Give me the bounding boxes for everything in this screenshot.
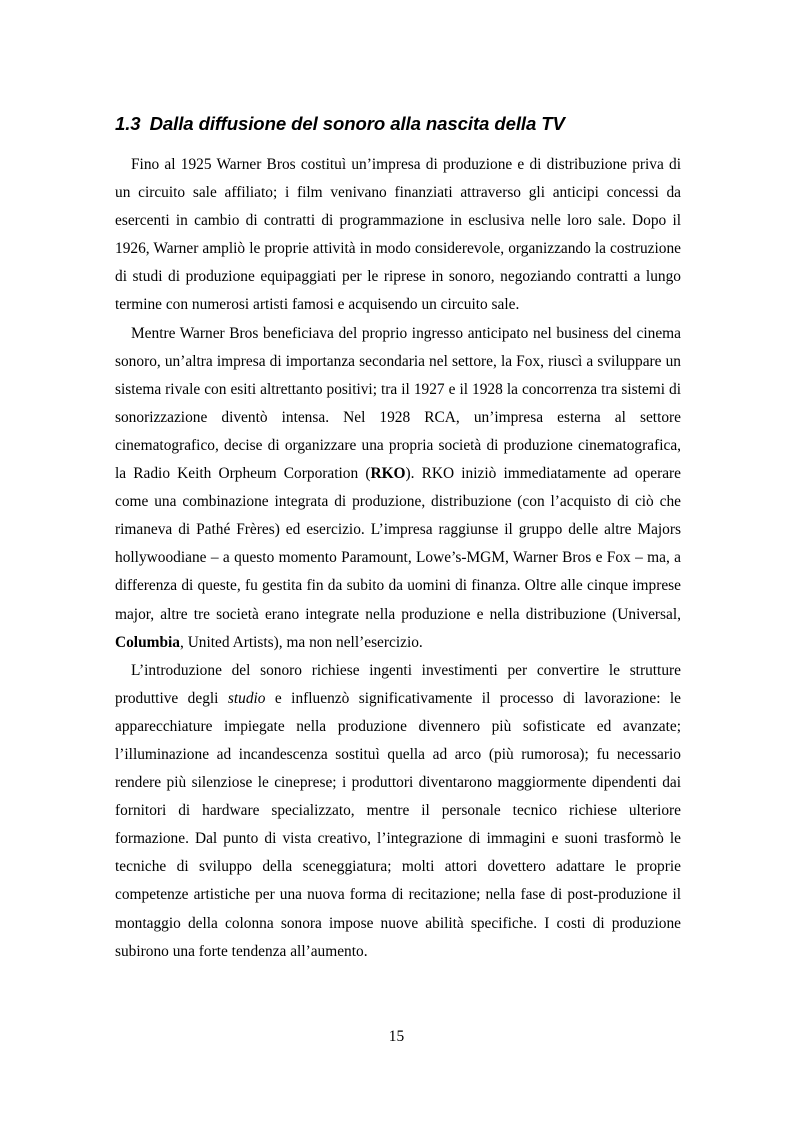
paragraph-3-part-b: e influenzò significativamente il processo di lavorazione: le apparecchiature impiegate nella produzione divennero più sofisticate ed avanzate; l’illuminazione ad incandescenza sostituì quella ad arco (più rumorosa); fu necessario rendere più silenziose le cineprese; i produttori diventarono maggiormente dipendenti dai fornitori di hardware specializzato, mentre il personale tecnico richiese ulteriore formazione. Dal punto di vista creativo, l’integrazione di immagini e suoni trasformò le tecniche di sviluppo della sceneggiatura; molti attori dovettero adattare le proprie competenze artistiche per una nuova forma di recitazione; nella fase di post-produzione il montaggio della colonna sonora impose nuove abilità specifiche. I costi di produzione subirono una forte tendenza all’aumento. [115, 689, 681, 960]
paragraph-1: Fino al 1925 Warner Bros costituì un’impresa di produzione e di distribuzione priva di un circuito sale affiliato; i film venivano finanziati attraverso gli anticipi concessi da esercenti in cambio di contratti di programmazione in esclusiva nelle loro sale. Dopo il 1926, Warner ampliò le proprie attività in modo considerevole, organizzando la costruzione di studi di produzione equipaggiati per le riprese in sonoro, negoziando contratti a lungo termine con numerosi artisti famosi e acquisendo un circuito sale. [115, 156, 681, 314]
rko-bold: RKO [370, 465, 406, 483]
studio-italic: studio [227, 689, 266, 707]
paragraph-2-part-a: Mentre Warner Bros beneficiava del proprio ingresso anticipato nel business del cinema sonoro, un’altra impresa di importanza secondaria nel settore, la Fox, riuscì a sviluppare un sistema rivale con esiti altrettanto positivi; tra il 1927 e il 1928 la concorrenza tra sistemi di sonorizzazione diventò intensa. Nel 1928 RCA, un’impresa esterna al settore cinematografico, decise di organizzare una propria società di produzione cinematografica, la Radio Keith Orpheum Corporation ( [115, 324, 681, 483]
columbia-bold: Columbia [115, 633, 180, 651]
section-number: 1.3 [115, 113, 141, 134]
paragraph-2 [115, 320, 681, 657]
paragraph-2-part-b: ). RKO iniziò immediatamente ad operare come una combinazione integrata di produzione, distribuzione (con l’acquisto di ciò che rimaneva di Pathé Frères) ed esercizio. L’impresa raggiunse il gruppo delle altre Majors hollywoodiane – a questo momento Paramount, Lowe’s-MGM, Warner Bros e Fox – ma, a differenza di queste, fu gestita fin da subito da uomini di finanza. Oltre alle cinque imprese major, altre tre società erano integrate nella produzione e nella distribuzione (Universal, [115, 465, 682, 623]
page-number: 15 [388, 1028, 405, 1045]
body-text [115, 151, 681, 966]
paragraph-2-part-c: , United Artists), ma non nell’esercizio. [180, 633, 423, 651]
paragraph-3 [115, 657, 681, 966]
section-title: Dalla diffusione del sonoro alla nascita della TV [149, 113, 565, 134]
section-heading [115, 113, 565, 135]
paragraph-3-part-a: L’introduzione del sonoro richiese ingenti investimenti per convertire le strutture produttive degli [115, 661, 681, 707]
